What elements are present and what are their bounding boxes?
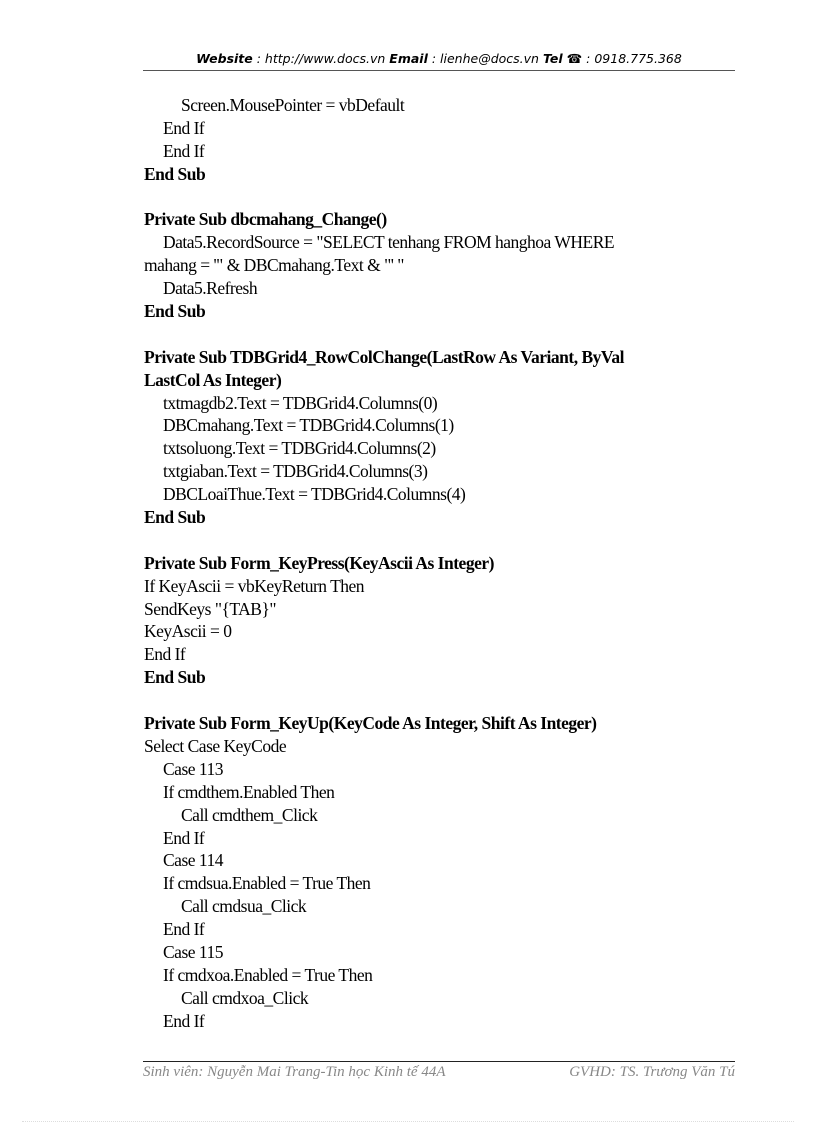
code-line: Private Sub Form_KeyPress(KeyAscii As Integer) <box>144 552 494 573</box>
email-label: Email <box>389 51 428 66</box>
code-line: If KeyAscii = vbKeyReturn Then <box>144 575 365 596</box>
code-line: End If <box>163 117 205 138</box>
code-line: End Sub <box>144 507 206 528</box>
tel-value: : 0918.775.368 <box>582 51 682 66</box>
code-line: If cmdthem.Enabled Then <box>163 781 335 802</box>
blank-line <box>144 689 744 712</box>
blank-line <box>144 323 744 346</box>
code-line: Select Case KeyCode <box>144 735 287 756</box>
code-line: Screen.MousePointer = vbDefault <box>181 95 405 115</box>
code-line: End If <box>163 919 205 940</box>
code-line: Case 114 <box>163 850 223 871</box>
footer-advisor: GVHD: TS. Trương Văn Tú <box>569 1064 735 1080</box>
code-line: End Sub <box>144 301 206 322</box>
tel-label: Tel <box>542 51 563 66</box>
code-listing <box>144 94 744 1033</box>
code-line: Private Sub Form_KeyUp(KeyCode As Integer, Shift As Integer) <box>144 713 597 734</box>
code-line: Call cmdthem_Click <box>181 804 318 825</box>
code-line: End If <box>163 1010 205 1031</box>
code-line: DBCLoaiThue.Text = TDBGrid4.Columns(4) <box>163 484 466 505</box>
code-line: Private Sub dbcmahang_Change() <box>144 209 387 230</box>
phone-icon: ☎ <box>566 51 583 66</box>
page-footer <box>143 1064 735 1081</box>
code-line: KeyAscii = 0 <box>144 621 232 642</box>
blank-line <box>144 186 744 209</box>
code-line: End Sub <box>144 163 206 184</box>
email-value: : lienhe@docs.vn <box>427 51 543 66</box>
footer-rule <box>143 1061 735 1062</box>
page-header <box>143 51 735 66</box>
code-line: Data5.Refresh <box>163 278 258 299</box>
code-line: Private Sub TDBGrid4_RowColChange(LastRow As Variant, ByVal <box>144 346 625 367</box>
blank-line <box>144 529 744 552</box>
code-line: End If <box>144 644 186 665</box>
code-line: If cmdsua.Enabled = True Then <box>163 873 371 894</box>
code-line: txtsoluong.Text = TDBGrid4.Columns(2) <box>163 438 436 459</box>
code-line: txtgiaban.Text = TDBGrid4.Columns(3) <box>163 461 428 482</box>
website-value: : http://www.docs.vn <box>252 51 390 66</box>
code-line: txtmagdb2.Text = TDBGrid4.Columns(0) <box>163 392 438 413</box>
code-line: Call cmdsua_Click <box>181 896 307 917</box>
website-label: Website <box>196 51 253 66</box>
page-edge <box>22 1121 794 1122</box>
code-line: End Sub <box>144 667 206 688</box>
code-line: Case 113 <box>163 758 223 779</box>
code-line: mahang = '" & DBCmahang.Text & "' " <box>144 255 404 276</box>
footer-student: Sinh viên: Nguyễn Mai Trang-Tin học Kinh tế 44A <box>143 1064 446 1080</box>
code-line: Data5.RecordSource = "SELECT tenhang FROM hanghoa WHERE <box>163 232 615 253</box>
code-line: SendKeys "{TAB}" <box>144 598 277 619</box>
code-line: If cmdxoa.Enabled = True Then <box>163 964 373 985</box>
code-line: DBCmahang.Text = TDBGrid4.Columns(1) <box>163 415 454 436</box>
code-line: Case 115 <box>163 941 223 962</box>
code-line: LastCol As Integer) <box>144 369 282 390</box>
code-line: Call cmdxoa_Click <box>181 987 309 1008</box>
header-rule <box>143 70 735 71</box>
code-line: End If <box>163 140 205 161</box>
code-line: End If <box>163 827 205 848</box>
